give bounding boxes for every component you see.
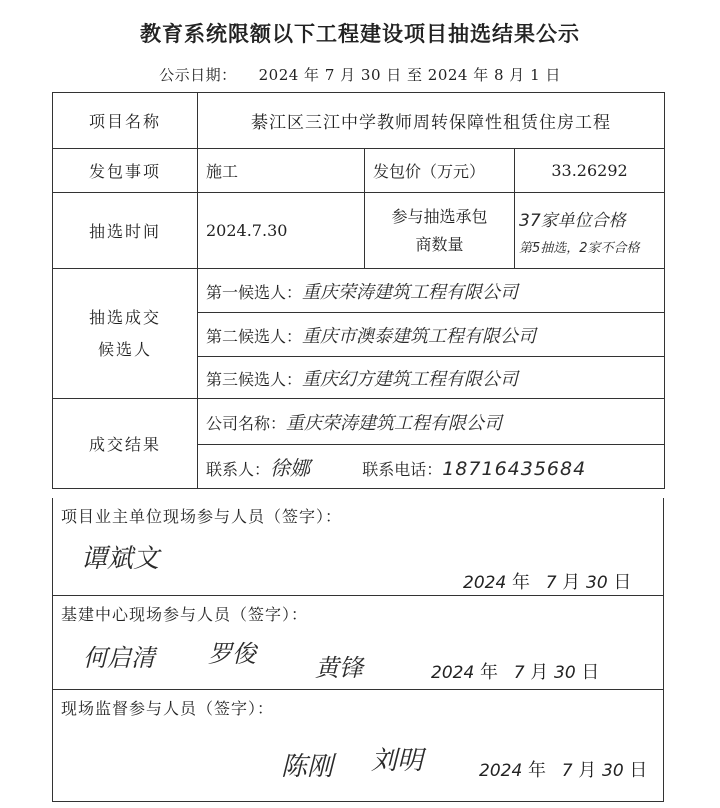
supervisor-signature-section bbox=[52, 690, 664, 802]
supervisor-date-month: 7 bbox=[561, 761, 573, 781]
candidate-3-label: 第三候选人： bbox=[206, 369, 303, 389]
owner-date-day-unit: 日 bbox=[613, 572, 632, 593]
row-contract bbox=[53, 149, 665, 193]
candidate-3 bbox=[198, 357, 665, 399]
center-date-year: 2024 bbox=[431, 663, 475, 683]
supervisor-signature-label: 现场监督参与人员（签字）： bbox=[61, 699, 275, 718]
owner-signature: 谭斌文 bbox=[81, 544, 160, 574]
row-candidate-1 bbox=[53, 269, 665, 313]
supervisor-signature-date bbox=[479, 756, 647, 782]
result-company bbox=[198, 399, 665, 445]
center-date-month: 7 bbox=[513, 663, 525, 683]
center-date-day-unit: 日 bbox=[581, 662, 600, 683]
owner-date-month-unit: 月 bbox=[562, 572, 581, 593]
publicity-date-line bbox=[0, 64, 720, 85]
draw-time-value: 2024.7.30 bbox=[198, 193, 365, 269]
supervisor-date-day: 30 bbox=[602, 761, 624, 781]
bidder-count-label-line2: 商数量 bbox=[415, 234, 464, 254]
owner-signature-section bbox=[52, 498, 664, 596]
candidate-3-name: 重庆幻方建筑工程有限公司 bbox=[302, 368, 519, 390]
candidate-1 bbox=[198, 269, 665, 313]
publicity-date-range: 2024 年 7 月 30 日 至 2024 年 8 月 1 日 bbox=[258, 66, 561, 84]
center-signature-2: 罗俊 bbox=[208, 640, 256, 668]
candidates-label bbox=[53, 269, 198, 399]
document-title: 教育系统限额以下工程建设项目抽选结果公示 bbox=[140, 22, 580, 46]
center-signature-date bbox=[431, 658, 599, 684]
supervisor-date-month-unit: 月 bbox=[578, 760, 597, 781]
result-table bbox=[52, 92, 665, 489]
contact-name: 徐娜 bbox=[270, 456, 311, 480]
company-name: 重庆荣涛建筑工程有限公司 bbox=[286, 412, 503, 434]
bidder-count-value bbox=[515, 193, 665, 269]
owner-date-year: 2024 bbox=[463, 573, 507, 593]
publicity-date-label: 公示日期： bbox=[159, 66, 237, 84]
row-draw-time bbox=[53, 193, 665, 269]
supervisor-date-day-unit: 日 bbox=[629, 760, 648, 781]
candidate-1-label: 第一候选人： bbox=[206, 282, 303, 302]
supervisor-signature-2: 刘明 bbox=[371, 746, 424, 776]
owner-date-day: 30 bbox=[586, 573, 608, 593]
supervisor-date-year-unit: 年 bbox=[528, 760, 546, 781]
bidder-count-handwritten-2: 第5抽选，2家不合格 bbox=[519, 240, 640, 256]
owner-date-month: 7 bbox=[545, 573, 557, 593]
owner-signature-label: 项目业主单位现场参与人员（签字）： bbox=[61, 507, 343, 526]
company-label: 公司名称： bbox=[206, 413, 287, 433]
result-label: 成交结果 bbox=[53, 399, 198, 489]
candidate-1-name: 重庆荣涛建筑工程有限公司 bbox=[302, 281, 519, 303]
candidate-2-name: 重庆市澳泰建筑工程有限公司 bbox=[302, 325, 537, 347]
bidder-count-handwritten-1: 37家单位合格 bbox=[519, 210, 626, 231]
center-signature-label: 基建中心现场参与人员（签字）： bbox=[61, 605, 309, 624]
center-date-month-unit: 月 bbox=[530, 662, 549, 683]
bidder-count-label bbox=[365, 193, 515, 269]
contact-label: 联系人： bbox=[206, 460, 271, 479]
draw-time-label: 抽选时间 bbox=[53, 193, 198, 269]
supervisor-date-year: 2024 bbox=[479, 761, 523, 781]
phone-label: 联系电话： bbox=[362, 460, 443, 479]
contract-item-value: 施工 bbox=[198, 149, 365, 193]
bidder-count-label-line1: 参与抽选承包 bbox=[391, 206, 488, 226]
supervisor-signature-1: 陈刚 bbox=[281, 752, 334, 782]
candidates-label-line2: 候选人 bbox=[97, 339, 152, 359]
contract-price-label: 发包价（万元） bbox=[365, 149, 515, 193]
center-date-day: 30 bbox=[554, 663, 576, 683]
result-contact bbox=[198, 445, 665, 489]
project-name-value: 綦江区三江中学教师周转保障性租赁住房工程 bbox=[198, 93, 665, 149]
candidates-label-line1: 抽选成交 bbox=[88, 307, 161, 327]
center-signature-section bbox=[52, 596, 664, 690]
center-date-year-unit: 年 bbox=[480, 662, 498, 683]
row-project-name bbox=[53, 93, 665, 149]
project-name-label: 项目名称 bbox=[53, 93, 198, 149]
owner-date-year-unit: 年 bbox=[512, 572, 530, 593]
contract-price-value: 33.26292 bbox=[515, 149, 665, 193]
center-signature-1: 何启清 bbox=[83, 644, 155, 672]
contract-item-label: 发包事项 bbox=[53, 149, 198, 193]
row-result-company bbox=[53, 399, 665, 445]
center-signature-3: 黄锋 bbox=[315, 654, 363, 682]
candidate-2 bbox=[198, 313, 665, 357]
owner-signature-date bbox=[463, 568, 631, 594]
phone-number: 18716435684 bbox=[442, 458, 587, 480]
candidate-2-label: 第二候选人： bbox=[206, 326, 303, 346]
